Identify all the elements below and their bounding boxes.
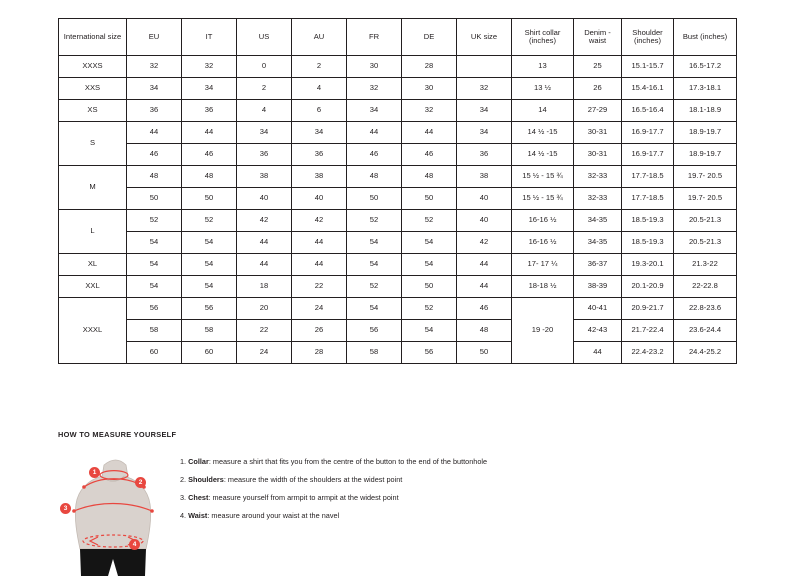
cell-it: 52: [182, 210, 237, 232]
cell-eu: 54: [127, 254, 182, 276]
cell-de: 50: [402, 276, 457, 298]
measure-step-number: 2.: [180, 475, 187, 485]
cell-eu: 56: [127, 298, 182, 320]
cell-denim-waist: 32-33: [574, 166, 622, 188]
table-row: [59, 56, 737, 78]
column-header-au: AU: [292, 19, 347, 56]
column-header-eu: EU: [127, 19, 182, 56]
cell-au: 34: [292, 122, 347, 144]
cell-uk-size: 40: [457, 188, 512, 210]
cell-it: 56: [182, 298, 237, 320]
cell-fr: 44: [347, 122, 402, 144]
cell-denim-waist: 38-39: [574, 276, 622, 298]
cell-bust-inches: 18.1-18.9: [674, 100, 737, 122]
cell-denim-waist: 30-31: [574, 144, 622, 166]
how-to-measure-body: [58, 449, 748, 574]
cell-it: 46: [182, 144, 237, 166]
cell-fr: 56: [347, 320, 402, 342]
cell-denim-waist: 36-37: [574, 254, 622, 276]
cell-bust-inches: 20.5-21.3: [674, 210, 737, 232]
cell-denim-waist: 32-33: [574, 188, 622, 210]
cell-au: 4: [292, 78, 347, 100]
table-row: [59, 298, 737, 320]
cell-fr: 34: [347, 100, 402, 122]
cell-denim-waist: 27-29: [574, 100, 622, 122]
cell-international-size: S: [59, 122, 127, 166]
cell-shirt-collar-inches: 14: [512, 100, 574, 122]
cell-fr: 52: [347, 210, 402, 232]
cell-au: 42: [292, 210, 347, 232]
table-row: [59, 166, 737, 188]
cell-au: 6: [292, 100, 347, 122]
cell-shirt-collar-inches: 16-16 ½: [512, 232, 574, 254]
cell-us: 34: [237, 122, 292, 144]
cell-us: 22: [237, 320, 292, 342]
cell-shirt-collar-inches: 14 ½ -15: [512, 144, 574, 166]
cell-denim-waist: 34-35: [574, 232, 622, 254]
table-row: [59, 276, 737, 298]
cell-international-size: XXXL: [59, 298, 127, 364]
cell-it: 36: [182, 100, 237, 122]
cell-it: 58: [182, 320, 237, 342]
measurement-figure: [58, 449, 168, 574]
cell-bust-inches: 18.9-19.7: [674, 122, 737, 144]
cell-au: 2: [292, 56, 347, 78]
cell-shirt-collar-inches: 15 ½ - 15 ¾: [512, 188, 574, 210]
table-row: [59, 144, 737, 166]
column-header-bust: Bust (inches): [674, 19, 737, 56]
cell-shirt-collar-inches: 13 ½: [512, 78, 574, 100]
table-body: [59, 56, 737, 364]
measure-step-4: [180, 511, 487, 520]
cell-shoulder-inches: 15.1-15.7: [622, 56, 674, 78]
column-header-international-size: International size: [59, 19, 127, 56]
cell-eu: 44: [127, 122, 182, 144]
measure-step-text: : measure the width of the shoulders at the widest point: [223, 475, 403, 485]
cell-shoulder-inches: 22.4-23.2: [622, 342, 674, 364]
cell-uk-size: 48: [457, 320, 512, 342]
cell-it: 60: [182, 342, 237, 364]
cell-au: 24: [292, 298, 347, 320]
cell-us: 18: [237, 276, 292, 298]
cell-uk-size: 46: [457, 298, 512, 320]
how-to-measure-section: [58, 430, 748, 574]
cell-eu: 46: [127, 144, 182, 166]
cell-eu: 60: [127, 342, 182, 364]
cell-shoulder-inches: 16.9-17.7: [622, 144, 674, 166]
cell-us: 2: [237, 78, 292, 100]
cell-denim-waist: 26: [574, 78, 622, 100]
cell-international-size: L: [59, 210, 127, 254]
cell-uk-size: [457, 56, 512, 78]
cell-bust-inches: 22.8-23.6: [674, 298, 737, 320]
cell-bust-inches: 19.7- 20.5: [674, 166, 737, 188]
cell-international-size: XXXS: [59, 56, 127, 78]
table-header-row: [59, 19, 737, 56]
measure-step-number: 1.: [180, 457, 187, 466]
cell-shirt-collar-inches: 19 -20: [512, 298, 574, 364]
measure-step-2: [180, 475, 487, 484]
cell-international-size: M: [59, 166, 127, 210]
cell-bust-inches: 20.5-21.3: [674, 232, 737, 254]
cell-international-size: XXL: [59, 276, 127, 298]
cell-it: 50: [182, 188, 237, 210]
table-header: [59, 19, 737, 56]
cell-fr: 54: [347, 298, 402, 320]
cell-uk-size: 50: [457, 342, 512, 364]
size-chart-table: [58, 18, 737, 364]
cell-de: 28: [402, 56, 457, 78]
cell-de: 46: [402, 144, 457, 166]
measurement-steps-list: [180, 449, 487, 529]
cell-au: 38: [292, 166, 347, 188]
cell-fr: 54: [347, 232, 402, 254]
cell-us: 4: [237, 100, 292, 122]
cell-eu: 36: [127, 100, 182, 122]
table-row: [59, 232, 737, 254]
cell-bust-inches: 23.6-24.4: [674, 320, 737, 342]
cell-eu: 54: [127, 276, 182, 298]
marker-4-waist: 4: [129, 539, 140, 550]
cell-it: 44: [182, 122, 237, 144]
cell-shoulder-inches: 17.7-18.5: [622, 188, 674, 210]
cell-shirt-collar-inches: 15 ½ - 15 ¾: [512, 166, 574, 188]
cell-bust-inches: 24.4-25.2: [674, 342, 737, 364]
cell-de: 30: [402, 78, 457, 100]
cell-us: 44: [237, 232, 292, 254]
cell-shoulder-inches: 16.9-17.7: [622, 122, 674, 144]
measure-step-label: Collar: [188, 457, 209, 466]
cell-de: 54: [402, 232, 457, 254]
cell-au: 36: [292, 144, 347, 166]
cell-eu: 54: [127, 232, 182, 254]
cell-bust-inches: 21.3-22: [674, 254, 737, 276]
cell-au: 40: [292, 188, 347, 210]
cell-it: 54: [182, 276, 237, 298]
cell-au: 26: [292, 320, 347, 342]
cell-uk-size: 44: [457, 254, 512, 276]
cell-uk-size: 42: [457, 232, 512, 254]
column-header-it: IT: [182, 19, 237, 56]
cell-au: 22: [292, 276, 347, 298]
cell-bust-inches: 17.3-18.1: [674, 78, 737, 100]
cell-shirt-collar-inches: 13: [512, 56, 574, 78]
cell-fr: 48: [347, 166, 402, 188]
measure-step-number: 4.: [180, 511, 187, 521]
cell-fr: 54: [347, 254, 402, 276]
cell-eu: 50: [127, 188, 182, 210]
cell-de: 32: [402, 100, 457, 122]
measure-step-1: [180, 457, 487, 466]
cell-fr: 46: [347, 144, 402, 166]
cell-denim-waist: 44: [574, 342, 622, 364]
cell-it: 34: [182, 78, 237, 100]
cell-it: 54: [182, 232, 237, 254]
cell-de: 44: [402, 122, 457, 144]
cell-us: 36: [237, 144, 292, 166]
measure-step-label: Waist: [188, 511, 208, 521]
cell-fr: 52: [347, 276, 402, 298]
cell-denim-waist: 25: [574, 56, 622, 78]
cell-eu: 58: [127, 320, 182, 342]
cell-shirt-collar-inches: 17- 17 ¼: [512, 254, 574, 276]
cell-uk-size: 34: [457, 122, 512, 144]
column-header-uk-size: UK size: [457, 19, 512, 56]
cell-it: 48: [182, 166, 237, 188]
cell-it: 32: [182, 56, 237, 78]
cell-us: 40: [237, 188, 292, 210]
cell-uk-size: 32: [457, 78, 512, 100]
cell-au: 44: [292, 254, 347, 276]
cell-bust-inches: 16.5-17.2: [674, 56, 737, 78]
table-row: [59, 254, 737, 276]
cell-uk-size: 44: [457, 276, 512, 298]
cell-de: 50: [402, 188, 457, 210]
cell-uk-size: 34: [457, 100, 512, 122]
cell-shirt-collar-inches: 14 ½ -15: [512, 122, 574, 144]
measure-step-number: 3.: [180, 493, 187, 503]
cell-us: 20: [237, 298, 292, 320]
column-header-shirt-collar: Shirt collar (inches): [512, 19, 574, 56]
cell-de: 54: [402, 320, 457, 342]
cell-bust-inches: 22-22.8: [674, 276, 737, 298]
cell-eu: 32: [127, 56, 182, 78]
cell-shoulder-inches: 15.4-16.1: [622, 78, 674, 100]
table-row: [59, 342, 737, 364]
cell-us: 24: [237, 342, 292, 364]
cell-shoulder-inches: 17.7-18.5: [622, 166, 674, 188]
torso-illustration-icon: [58, 449, 168, 577]
column-header-us: US: [237, 19, 292, 56]
table-row: [59, 320, 737, 342]
cell-de: 54: [402, 254, 457, 276]
size-chart-container: [58, 18, 736, 364]
cell-denim-waist: 34-35: [574, 210, 622, 232]
measure-step-label: Chest: [188, 493, 209, 503]
cell-eu: 48: [127, 166, 182, 188]
measure-step-text: : measure yourself from armpit to armpit at the widest point: [208, 493, 399, 503]
cell-us: 42: [237, 210, 292, 232]
cell-shoulder-inches: 20.1-20.9: [622, 276, 674, 298]
cell-us: 0: [237, 56, 292, 78]
marker-2-shoulders: 2: [135, 477, 146, 488]
table-row: [59, 78, 737, 100]
cell-uk-size: 38: [457, 166, 512, 188]
measure-step-text: : measure a shirt that fits you from the centre of the button to the end of the buttonhole: [208, 457, 488, 466]
table-row: [59, 188, 737, 210]
table-row: [59, 210, 737, 232]
cell-uk-size: 40: [457, 210, 512, 232]
cell-de: 48: [402, 166, 457, 188]
cell-shoulder-inches: 18.5-19.3: [622, 232, 674, 254]
cell-us: 44: [237, 254, 292, 276]
cell-it: 54: [182, 254, 237, 276]
cell-de: 52: [402, 210, 457, 232]
cell-denim-waist: 30-31: [574, 122, 622, 144]
cell-denim-waist: 40-41: [574, 298, 622, 320]
cell-de: 56: [402, 342, 457, 364]
cell-de: 52: [402, 298, 457, 320]
cell-fr: 30: [347, 56, 402, 78]
cell-us: 38: [237, 166, 292, 188]
how-to-measure-title: HOW TO MEASURE YOURSELF: [58, 430, 177, 439]
measure-step-label: Shoulders: [188, 475, 224, 485]
cell-shirt-collar-inches: 16-16 ½: [512, 210, 574, 232]
cell-shoulder-inches: 18.5-19.3: [622, 210, 674, 232]
cell-shoulder-inches: 20.9-21.7: [622, 298, 674, 320]
marker-3-chest: 3: [60, 503, 71, 514]
cell-fr: 58: [347, 342, 402, 364]
cell-denim-waist: 42-43: [574, 320, 622, 342]
cell-shoulder-inches: 21.7-22.4: [622, 320, 674, 342]
marker-1-collar: 1: [89, 467, 100, 478]
measure-step-3: [180, 493, 487, 502]
cell-shirt-collar-inches: 18-18 ½: [512, 276, 574, 298]
cell-au: 44: [292, 232, 347, 254]
cell-international-size: XL: [59, 254, 127, 276]
cell-uk-size: 36: [457, 144, 512, 166]
cell-international-size: XS: [59, 100, 127, 122]
column-header-shoulder: Shoulder (inches): [622, 19, 674, 56]
cell-fr: 50: [347, 188, 402, 210]
cell-eu: 34: [127, 78, 182, 100]
table-row: [59, 100, 737, 122]
cell-bust-inches: 18.9-19.7: [674, 144, 737, 166]
column-header-denim-waist: Denim - waist: [574, 19, 622, 56]
column-header-fr: FR: [347, 19, 402, 56]
cell-shoulder-inches: 19.3-20.1: [622, 254, 674, 276]
cell-international-size: XXS: [59, 78, 127, 100]
cell-au: 28: [292, 342, 347, 364]
column-header-de: DE: [402, 19, 457, 56]
cell-fr: 32: [347, 78, 402, 100]
cell-shoulder-inches: 16.5-16.4: [622, 100, 674, 122]
cell-eu: 52: [127, 210, 182, 232]
measure-step-text: : measure around your waist at the navel: [207, 511, 340, 521]
cell-bust-inches: 19.7- 20.5: [674, 188, 737, 210]
table-row: [59, 122, 737, 144]
